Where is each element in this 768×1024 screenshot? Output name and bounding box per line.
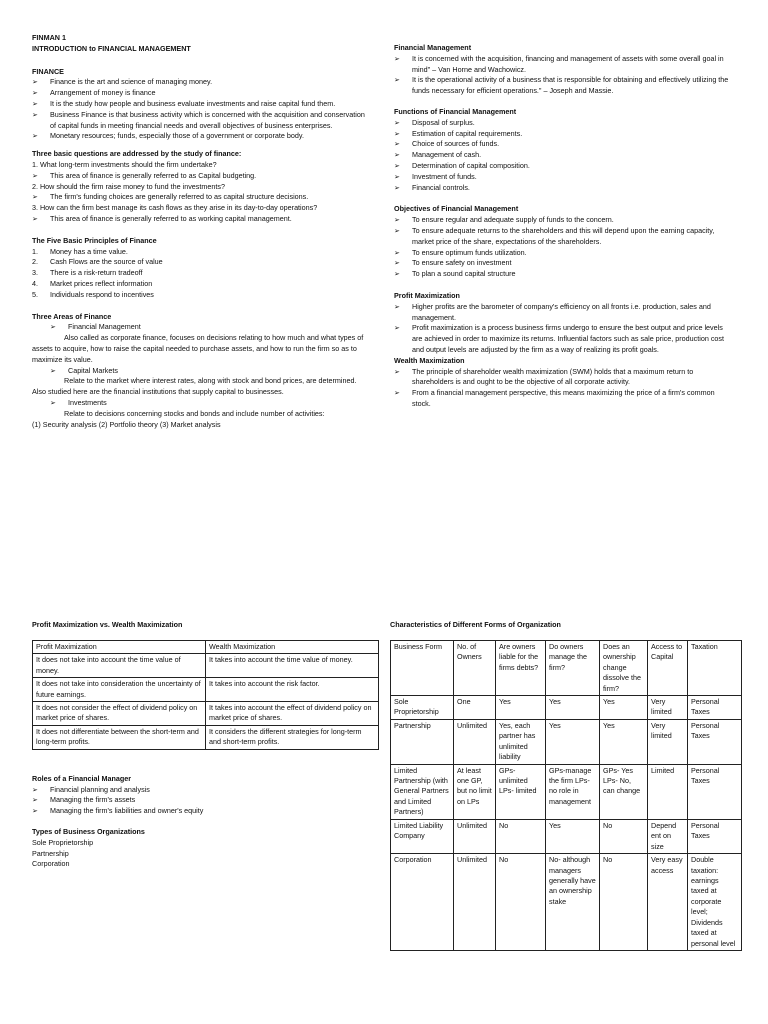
area-investments-activities: (1) Security analysis (2) Portfolio theory (3) Market analysis — [32, 419, 221, 429]
bullet-arrow-icon: ➢ — [32, 795, 39, 805]
list-item: ➢ To ensure safety on investment — [394, 258, 512, 268]
table-row — [391, 695, 742, 719]
table-cell: It takes into account the time value of money. — [206, 654, 379, 678]
table-cell: It does not take into account the time value of money. — [33, 654, 206, 678]
table-row — [391, 764, 742, 819]
bullet-arrow-icon: ➢ — [394, 160, 401, 170]
list-item: ➢ Financial planning and analysis — [32, 784, 150, 794]
list-item: Corporation — [32, 859, 70, 869]
table-cell: GPs- unlimited LPs- limited — [496, 764, 546, 819]
list-item: 5. Individuals respond to incentives — [32, 289, 154, 299]
table-header-row — [33, 640, 379, 653]
list-item: ➢ From a financial management perspective, this means maximizing the price of a firm's common stock. — [394, 388, 715, 408]
table-header-cell: Access to Capital — [648, 640, 688, 695]
list-item: ➢ To ensure adequate returns to the shareholders and this will depend upon the earning capacity, market price of the share, expectations of the shareholders. — [394, 225, 715, 246]
bullet-arrow-icon: ➢ — [394, 53, 401, 63]
table-cell: It does not take into consideration the uncertainty of future earnings. — [33, 678, 206, 702]
profit-heading: Profit Maximization — [394, 290, 460, 300]
table-header-cell: Profit Maximization — [33, 640, 206, 653]
list-item: ➢ Determination of capital composition. — [394, 160, 530, 170]
pvw-section — [32, 620, 380, 870]
table-cell: Yes, each partner has unlimited liability — [496, 719, 546, 764]
table-cell: Yes — [496, 695, 546, 719]
bullet-arrow-icon: ➢ — [394, 215, 401, 225]
char-section — [390, 620, 742, 951]
bullet-arrow-icon: ➢ — [32, 806, 39, 816]
char-table — [390, 640, 742, 951]
list-item: ➢ Finance is the art and science of managing money. — [32, 77, 213, 87]
list-item: ➢ Managing the firm's liabilities and owner's equity — [32, 806, 204, 816]
table-cell: Limited Liability Company — [391, 819, 454, 853]
fm-heading: Financial Management — [394, 43, 472, 52]
question-1: 1. What long-term investments should the firm undertake? — [32, 159, 217, 169]
three-questions-heading: Three basic questions are addressed by the study of finance: — [32, 149, 242, 159]
bullet-arrow-icon: ➢ — [394, 388, 401, 398]
table-cell: Unlimited — [454, 719, 496, 764]
area-investments-desc: Relate to decisions concerning stocks and bonds and include number of activities: — [64, 408, 325, 418]
bullet-arrow-icon: ➢ — [32, 192, 39, 202]
bullet-arrow-icon: ➢ — [394, 182, 401, 192]
wealth-heading: Wealth Maximization — [394, 355, 465, 365]
bullet-arrow-icon: ➢ — [32, 88, 39, 98]
bullet-arrow-icon: ➢ — [50, 322, 57, 332]
bullet-arrow-icon: ➢ — [32, 170, 39, 180]
bullet-arrow-icon: ➢ — [32, 109, 39, 119]
list-item: ➢ It is the operational activity of a business that is responsible for obtaining and effectively utilizing the funds necessary for efficient operations." – Joseph and Massie. — [394, 75, 729, 96]
area-financial-management: ➢ Financial Management — [50, 322, 141, 332]
list-item: ➢ To plan a sound capital structure — [394, 269, 516, 279]
area-capital-markets-desc: Relate to the market where interest rates, along with stock and bond prices, are determined. Also studied here are the financial institutions that supply capital to businesses. — [32, 376, 357, 397]
list-item: ➢ Investment of funds. — [394, 171, 477, 181]
table-cell: It takes into account the risk factor. — [206, 678, 379, 702]
table-cell: No — [496, 854, 546, 951]
list-item: ➢ Monetary resources; funds, especially those of a government or corporate body. — [32, 131, 304, 141]
table-cell: Double taxation: earnings taxed at corporate level; Dividends taxed at personal level — [688, 854, 742, 951]
table-cell: Yes — [600, 695, 648, 719]
table-cell: Personal Taxes — [688, 764, 742, 819]
table-cell: GPs- Yes LPs- No, can change — [600, 764, 648, 819]
table-header-cell: Taxation — [688, 640, 742, 695]
types-heading: Types of Business Organizations — [32, 826, 145, 836]
table-cell: Personal Taxes — [688, 819, 742, 853]
question-3: 3. How can the firm best manage its cash flows as they arise in its day-to-day operations? — [32, 203, 318, 213]
table-cell: Very limited — [648, 695, 688, 719]
table-row — [391, 854, 742, 951]
list-item: Partnership — [32, 848, 69, 858]
table-header-cell: Business Form — [391, 640, 454, 695]
table-cell: Yes — [546, 695, 600, 719]
left-column — [32, 33, 370, 430]
table-row — [33, 654, 379, 678]
list-item: ➢ Management of cash. — [394, 150, 482, 160]
table-row — [33, 678, 379, 702]
list-item: ➢ Choice of sources of funds. — [394, 139, 500, 149]
list-item: ➢ Business Finance is that business activity which is concerned with the acquisition and conservation of capital funds in meeting financial needs and overall objectives of business enterprises. — [32, 109, 365, 130]
course-title: FINMAN 1 — [32, 33, 66, 42]
table-header-row — [391, 640, 742, 695]
functions-heading: Functions of Financial Management — [394, 106, 517, 116]
question-2: 2. How should the firm raise money to fund the investments? — [32, 181, 225, 191]
table-cell: Yes — [546, 719, 600, 764]
table-cell: Yes — [546, 819, 600, 853]
table-cell: It takes into account the effect of dividend policy on market price of shares. — [206, 701, 379, 725]
table-header-cell: Do owners manage the firm? — [546, 640, 600, 695]
bullet-arrow-icon: ➢ — [394, 366, 401, 376]
table-cell: Sole Proprietorship — [391, 695, 454, 719]
bullet-arrow-icon: ➢ — [50, 365, 57, 375]
area-financial-management-desc: Also called as corporate finance, focuses on decisions relating to how much and what types of assets to acquire, how to raise the capital needed to purchase assets, and how to run the firm so as to maximize its value. — [32, 333, 364, 364]
principles-heading: The Five Basic Principles of Finance — [32, 235, 157, 245]
table-header-cell: Does an ownership change dissolve the firm? — [600, 640, 648, 695]
bullet-arrow-icon: ➢ — [50, 397, 57, 407]
table-cell: Limited Partnership (with General Partners and Limited Partners) — [391, 764, 454, 819]
finance-heading: FINANCE — [32, 66, 64, 76]
question-2-note: ➢ The firm's funding choices are generally referred to as capital structure decisions. — [32, 192, 309, 202]
table-cell: Unlimited — [454, 854, 496, 951]
table-cell: No — [600, 854, 648, 951]
list-item: ➢ Financial controls. — [394, 182, 470, 192]
list-item: ➢ Profit maximization is a process business firms undergo to ensure the best output and price levels are achieved in order to maximize its returns. Influential factors such as sale price, production cost and output levels are adjusted by the firm as a way of realizing its profit goals. — [394, 323, 725, 354]
objectives-heading: Objectives of Financial Management — [394, 204, 519, 214]
list-item: ➢ The principle of shareholder wealth maximization (SWM) holds that a maximum return to shareholders is and ought to be the objective of all corporate activity. — [394, 366, 694, 387]
document-title: INTRODUCTION to FINANCIAL MANAGEMENT — [32, 43, 191, 53]
table-cell: It does not consider the effect of dividend policy on market price of shares. — [33, 701, 206, 725]
table-cell: At least one GP, but no limit on LPs — [454, 764, 496, 819]
bullet-arrow-icon: ➢ — [394, 139, 401, 149]
table-cell: One — [454, 695, 496, 719]
list-item: 1. Money has a time value. — [32, 246, 128, 256]
bullet-arrow-icon: ➢ — [394, 75, 401, 85]
table-cell: No- although managers generally have an ownership stake — [546, 854, 600, 951]
bullet-arrow-icon: ➢ — [394, 171, 401, 181]
areas-heading: Three Areas of Finance — [32, 311, 112, 321]
table-row — [391, 719, 742, 764]
bullet-arrow-icon: ➢ — [394, 269, 401, 279]
bullet-arrow-icon: ➢ — [394, 323, 401, 333]
list-item: ➢ To ensure regular and adequate supply of funds to the concern. — [394, 215, 614, 225]
list-item: 3. There is a risk-return tradeoff — [32, 268, 143, 278]
table-cell: No — [600, 819, 648, 853]
list-item: ➢ Disposal of surplus. — [394, 117, 475, 127]
table-header-cell: Are owners liable for the firms debts? — [496, 640, 546, 695]
question-1-note: ➢ This area of finance is generally referred to as Capital budgeting. — [32, 170, 257, 180]
table-cell: Personal Taxes — [688, 695, 742, 719]
table-cell: It does not differentiate between the short-term and long-term profits. — [33, 725, 206, 749]
list-item: ➢ It is the study how people and business evaluate investments and raise capital fund them. — [32, 98, 336, 108]
bullet-arrow-icon: ➢ — [32, 131, 39, 141]
table-cell: GPs-manage the firm LPs- no role in management — [546, 764, 600, 819]
bullet-arrow-icon: ➢ — [394, 128, 401, 138]
bullet-arrow-icon: ➢ — [32, 784, 39, 794]
roles-heading: Roles of a Financial Manager — [32, 773, 132, 783]
table-cell: Limited — [648, 764, 688, 819]
list-item: ➢ It is concerned with the acquisition, financing and management of assets with some overall goal in mind" – Van Horne and Wachowicz. — [394, 53, 724, 74]
table-header-cell: No. of Owners — [454, 640, 496, 695]
table-cell: Depend ent on size — [648, 819, 688, 853]
table-cell: No — [496, 819, 546, 853]
table-cell: Very limited — [648, 719, 688, 764]
bullet-arrow-icon: ➢ — [394, 247, 401, 257]
pvw-table — [32, 640, 379, 750]
char-heading: Characteristics of Different Forms of Organization — [390, 620, 561, 629]
table-cell: Corporation — [391, 854, 454, 951]
list-item: ➢ Arrangement of money is finance — [32, 88, 156, 98]
list-item: Sole Proprietorship — [32, 837, 94, 847]
question-3-note: ➢ This area of finance is generally referred to as working capital management. — [32, 213, 292, 223]
bullet-arrow-icon: ➢ — [394, 117, 401, 127]
bullet-arrow-icon: ➢ — [32, 77, 39, 87]
table-cell: It considers the different strategies for long-term and short-term profits. — [206, 725, 379, 749]
area-investments: ➢ Investments — [50, 397, 107, 407]
area-capital-markets: ➢ Capital Markets — [50, 365, 118, 375]
pvw-heading: Profit Maximization vs. Wealth Maximization — [32, 620, 183, 629]
list-item: 2. Cash Flows are the source of value — [32, 257, 163, 267]
list-item: ➢ Managing the firm's assets — [32, 795, 136, 805]
table-row — [391, 819, 742, 853]
bullet-arrow-icon: ➢ — [32, 98, 39, 108]
bullet-arrow-icon: ➢ — [394, 225, 401, 235]
table-cell: Personal Taxes — [688, 719, 742, 764]
table-header-cell: Wealth Maximization — [206, 640, 379, 653]
list-item: 4. Market prices reflect information — [32, 278, 153, 288]
list-item: ➢ Estimation of capital requirements. — [394, 128, 523, 138]
table-cell: Unlimited — [454, 819, 496, 853]
finance-list — [32, 77, 370, 142]
list-item: ➢ To ensure optimum funds utilization. — [394, 247, 527, 257]
bullet-arrow-icon: ➢ — [394, 258, 401, 268]
list-item: ➢ Higher profits are the barometer of company's efficiency on all fronts i.e. production, sales and management. — [394, 301, 711, 322]
bullet-arrow-icon: ➢ — [394, 150, 401, 160]
table-row — [33, 701, 379, 725]
right-column — [394, 43, 734, 410]
bullet-arrow-icon: ➢ — [394, 301, 401, 311]
table-cell: Partnership — [391, 719, 454, 764]
bullet-arrow-icon: ➢ — [32, 213, 39, 223]
table-cell: Yes — [600, 719, 648, 764]
table-cell: Very easy access — [648, 854, 688, 951]
table-row — [33, 725, 379, 749]
